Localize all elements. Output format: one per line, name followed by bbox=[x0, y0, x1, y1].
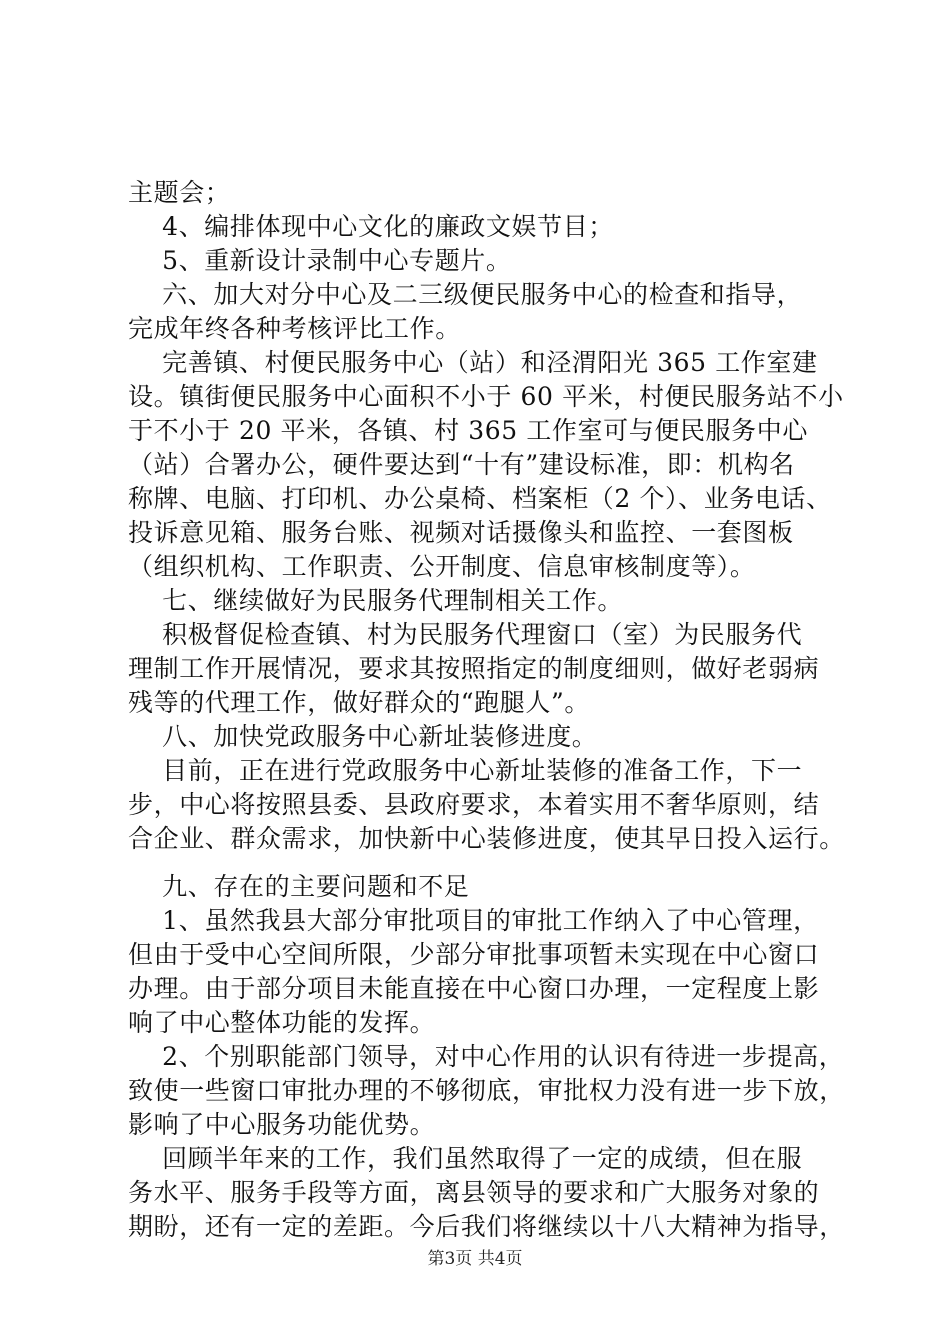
text-line: 务水平、服务手段等方面，离县领导的要求和广大服务对象的 bbox=[128, 1178, 820, 1207]
text-line: 八、加快党政服务中心新址装修进度。 bbox=[128, 722, 598, 751]
text-line: 4、编排体现中心文化的廉政文娱节目； bbox=[128, 212, 614, 241]
text-line: 完善镇、村便民服务中心（站）和泾渭阳光 365 工作室建 bbox=[128, 348, 818, 377]
text-line: 致使一些窗口审批办理的不够彻底，审批权力没有进一步下放， bbox=[128, 1076, 845, 1105]
text-line: 设。镇街便民服务中心面积不小于 60 平米，村便民服务站不小 bbox=[128, 382, 844, 411]
text-line: 步，中心将按照县委、县政府要求，本着实用不奢华原则，结 bbox=[128, 790, 820, 819]
text-line: （站）合署办公，硬件要达到“十有”建设标准，即：机构名 bbox=[128, 450, 795, 479]
text-line: 合企业、群众需求，加快新中心装修进度，使其早日投入运行。 bbox=[128, 824, 845, 853]
page-footer: 第3页 共4页 bbox=[427, 1249, 523, 1269]
text-line: 九、存在的主要问题和不足 bbox=[128, 872, 470, 901]
text-line: 理制工作开展情况，要求其按照指定的制度细则，做好老弱病 bbox=[128, 654, 820, 683]
text-line: 七、继续做好为民服务代理制相关工作。 bbox=[128, 586, 623, 615]
text-line: 2、个别职能部门领导，对中心作用的认识有待进一步提高， bbox=[128, 1042, 845, 1071]
text-line: 完成年终各种考核评比工作。 bbox=[128, 314, 461, 343]
text-line: 期盼，还有一定的差距。今后我们将继续以十八大精神为指导， bbox=[128, 1212, 845, 1241]
text-line: 残等的代理工作，做好群众的“跑腿人”。 bbox=[128, 688, 590, 717]
text-line: 六、加大对分中心及二三级便民服务中心的检查和指导， bbox=[128, 280, 803, 309]
text-line: 响了中心整体功能的发挥。 bbox=[128, 1008, 436, 1037]
text-line: 投诉意见箱、服务台账、视频对话摄像头和监控、一套图板 bbox=[128, 518, 794, 547]
text-line: 目前，正在进行党政服务中心新址装修的准备工作，下一 bbox=[128, 756, 803, 785]
text-line: 5、重新设计录制中心专题片。 bbox=[128, 246, 512, 275]
text-line: （组织机构、工作职责、公开制度、信息审核制度等）。 bbox=[128, 552, 756, 581]
text-line: 1、虽然我县大部分审批项目的审批工作纳入了中心管理， bbox=[128, 906, 819, 935]
text-line: 称牌、电脑、打印机、办公桌椅、档案柜（2 个）、业务电话、 bbox=[128, 484, 832, 513]
text-line: 积极督促检查镇、村为民服务代理窗口（室）为民服务代 bbox=[128, 620, 803, 649]
text-line: 影响了中心服务功能优势。 bbox=[128, 1110, 436, 1139]
text-line: 于不小于 20 平米，各镇、村 365 工作室可与便民服务中心 bbox=[128, 416, 808, 445]
text-line: 办理。由于部分项目未能直接在中心窗口办理，一定程度上影 bbox=[128, 974, 820, 1003]
text-line: 主题会； bbox=[128, 178, 231, 207]
text-line: 但由于受中心空间所限，少部分审批事项暂未实现在中心窗口 bbox=[128, 940, 820, 969]
text-line: 回顾半年来的工作，我们虽然取得了一定的成绩，但在服 bbox=[128, 1144, 803, 1173]
